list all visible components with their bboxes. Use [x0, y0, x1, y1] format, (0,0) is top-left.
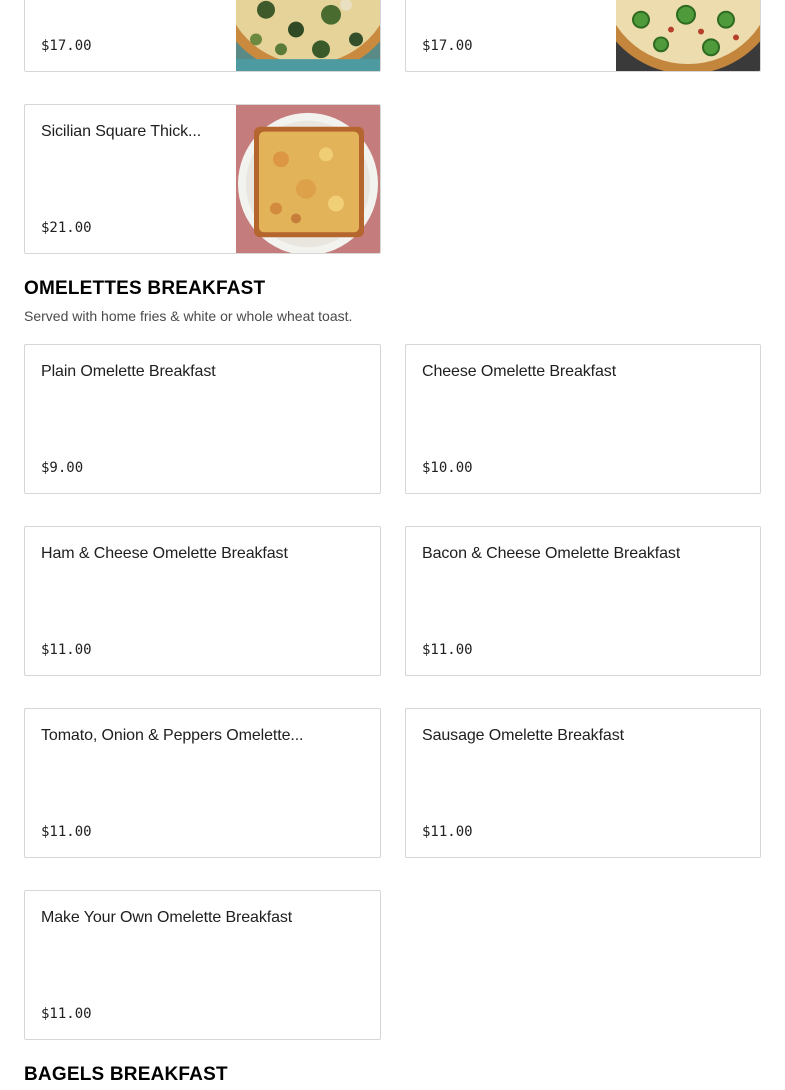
menu-item-price: $11.00	[422, 642, 473, 658]
menu-item-price: $17.00	[41, 38, 92, 54]
jalapeno-pizza-photo	[616, 0, 760, 71]
menu-item-card[interactable]	[405, 0, 761, 72]
menu-item-name: Plain Omelette Breakfast	[41, 363, 216, 380]
menu-item-name: Cheese Omelette Breakfast	[422, 363, 617, 380]
menu-item-price: $17.00	[422, 38, 473, 54]
menu-item-card[interactable]	[24, 526, 381, 676]
menu-item-price: $9.00	[41, 460, 84, 476]
menu-item-price: $11.00	[422, 824, 473, 840]
section-title: BAGELS BREAKFAST	[24, 1064, 228, 1085]
menu-item-name: Tomato, Onion & Peppers Omelette...	[41, 727, 304, 744]
menu-item-price: $11.00	[41, 1006, 92, 1022]
menu-item-card[interactable]	[405, 344, 761, 494]
menu-item-card[interactable]	[24, 344, 381, 494]
menu-item-card[interactable]	[24, 890, 381, 1040]
menu-item-name: Ham & Cheese Omelette Breakfast	[41, 545, 288, 562]
menu-item-card[interactable]	[24, 0, 381, 72]
section-title: OMELETTES BREAKFAST	[24, 278, 266, 299]
veggie-pizza-photo	[236, 0, 380, 71]
menu-item-name: Sicilian Square Thick...	[41, 123, 202, 140]
menu-item-card[interactable]	[24, 104, 381, 254]
menu-item-name: Make Your Own Omelette Breakfast	[41, 909, 293, 926]
menu-item-card[interactable]	[24, 708, 381, 858]
sicilian-square-pizza-photo	[236, 105, 380, 253]
menu-item-price: $10.00	[422, 460, 473, 476]
menu-item-price: $21.00	[41, 220, 92, 236]
menu-item-card[interactable]	[405, 526, 761, 676]
menu-item-price: $11.00	[41, 824, 92, 840]
menu-item-price: $11.00	[41, 642, 92, 658]
menu-item-card[interactable]	[405, 708, 761, 858]
menu-item-name: Bacon & Cheese Omelette Breakfast	[422, 545, 681, 562]
section-description: Served with home fries & white or whole wheat toast.	[24, 308, 353, 324]
menu-item-name: Sausage Omelette Breakfast	[422, 727, 624, 744]
